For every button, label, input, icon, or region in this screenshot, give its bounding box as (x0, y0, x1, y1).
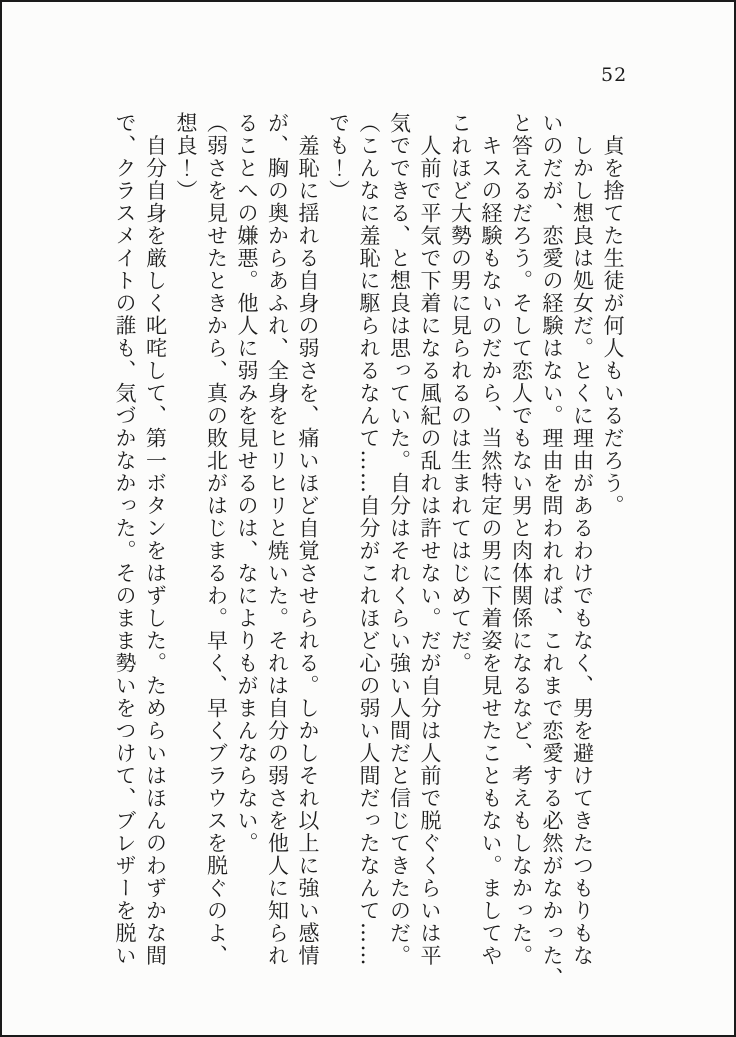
text-line: 自分自身を厳しく叱咤して、第一ボタンをはずした。ためらいはほんのわずかな間 (143, 112, 168, 967)
text-line: でも！） (326, 112, 351, 202)
text-line: （こんなに羞恥に駆られるなんて……自分がこれほど心の弱い人間だったなんて…… (357, 112, 381, 967)
vertical-text-block (110, 112, 629, 996)
text-line: 気でできる、と想良は思っていた。自分はそれくらい強い人間だと信じてきたのだ。 (387, 112, 412, 967)
text-line: が、胸の奥からあふれ、全身をヒリヒリと焼いた。それは自分の弱さを他人に知られ (265, 112, 290, 967)
text-line: 羞恥に揺れる自身の弱さを、痛いほど自覚させられる。しかしそれ以上に強い感情 (296, 112, 320, 967)
text-line: で、クラスメイトの誰も、気づかなかった。そのまま勢いをつけて、ブレザーを脱い (113, 112, 137, 967)
text-line: しかし想良は処女だ。とくに理由があるわけでもなく、男を避けてきたつもりもな (570, 112, 595, 967)
text-line: （弱さを見せたときから、真の敗北がはじまるわ。早く、早くブラウスを脱ぐのよ、 (204, 112, 229, 967)
text-line: ることへの嫌悪。他人に弱みを見せるのは、なによりもがまんならない。 (235, 112, 259, 855)
text-line: いのだが、恋愛の経験はない。理由を問われれば、これまで恋愛する必然がなかった、 (540, 112, 564, 990)
text-line: 想良！） (174, 112, 198, 202)
text-line: と答えるだろう。そして恋人でもない男と肉体関係になるなど、考えもしなかった。 (509, 112, 534, 967)
text-line: 貞を捨てた生徒が何人もいるだろう。 (601, 112, 625, 517)
text-line: これほど大勢の男に見られるのは生まれてはじめてだ。 (448, 112, 473, 675)
page-number: 52 (601, 64, 628, 86)
text-line: キスの経験もないのだから、当然特定の男に下着姿を見せたこともない。ましてや (479, 112, 503, 967)
text-line: 人前で平気で下着になる風紀の乱れは許せない。だが自分は人前で脱ぐくらいは平 (418, 112, 442, 967)
